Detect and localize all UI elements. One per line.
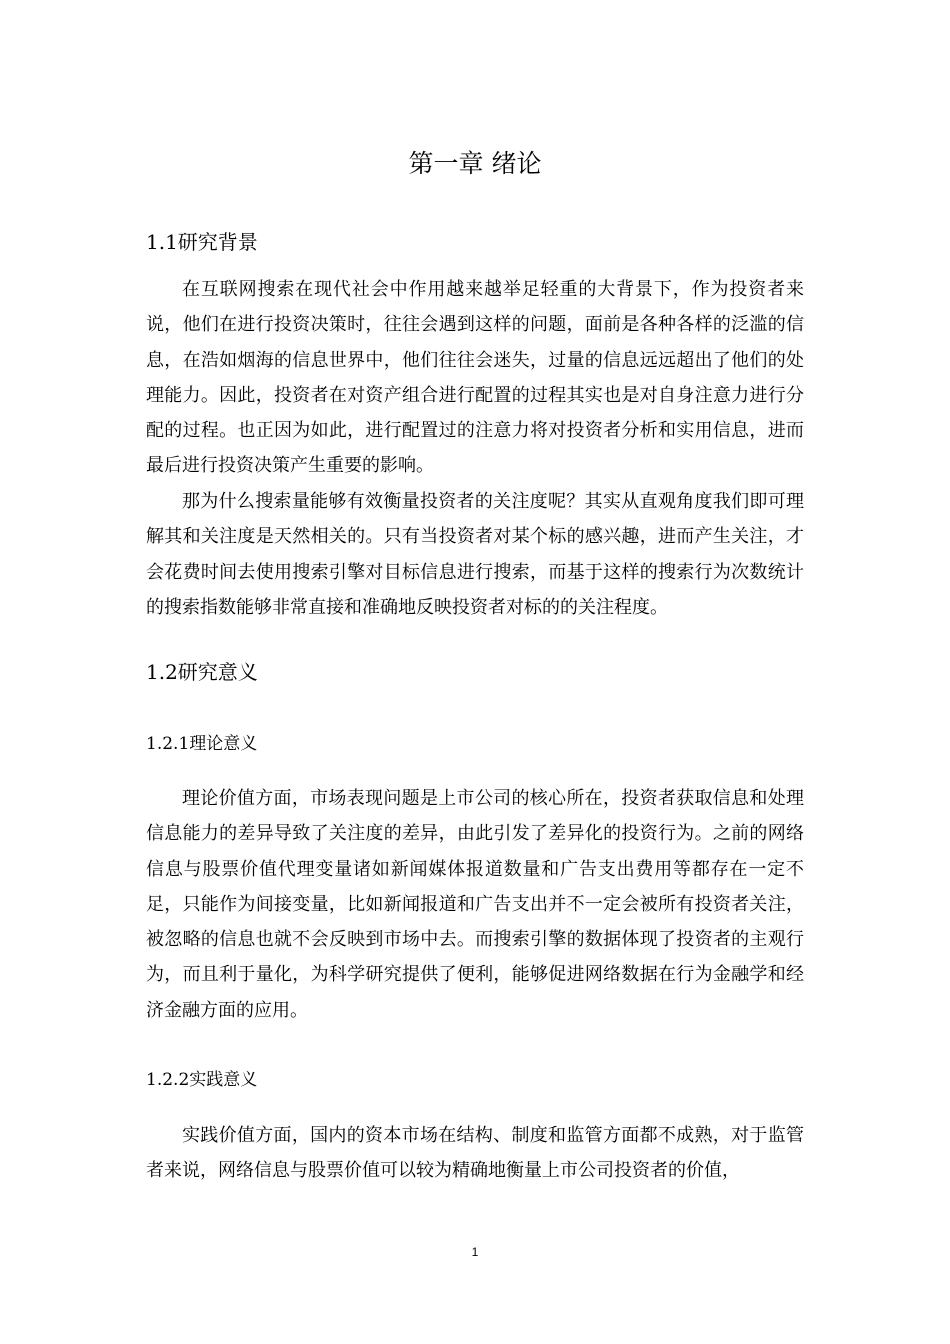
paragraph-background-1: 在互联网搜索在现代社会中作用越来越举足轻重的大背景下，作为投资者来说，他们在进行投资决策时，往往会遇到这样的问题，面前是各种各样的泛滥的信息，在浩如烟海的信息世界中，他们往往会迷失，过量的信息远远超出了他们的处理能力。因此，投资者在对资产组合进行配置的过程其实也是对自身注意力进行分配的过程。也正因为如此，进行配置过的注意力将对投资者分析和实用信息，进而最后进行投资决策产生重要的影响。 — [146, 279, 804, 477]
page-number: 1 — [471, 1245, 479, 1259]
section-heading-1-1: 1.1研究背景 — [146, 230, 258, 254]
subsection-heading-1-2-2: 1.2.2实践意义 — [146, 1070, 258, 1090]
subsection-heading-1-2-1: 1.2.1理论意义 — [146, 734, 258, 754]
chapter-title: 第一章 绪论 — [408, 149, 542, 178]
paragraph-practice: 实践价值方面，国内的资本市场在结构、制度和监管方面都不成熟，对于监管者来说，网络信息与股票价值可以较为精确地衡量上市公司投资者的价值， — [146, 1125, 804, 1182]
section-heading-1-2: 1.2研究意义 — [146, 660, 258, 684]
paragraph-theory: 理论价值方面，市场表现问题是上市公司的核心所在，投资者获取信息和处理信息能力的差异导致了关注度的差异，由此引发了差异化的投资行为。之前的网络信息与股票价值代理变量诸如新闻媒体报道数量和广告支出费用等都存在一定不足，只能作为间接变量，比如新闻报道和广告支出并不一定会被所有投资者关注，被忽略的信息也就不会反映到市场中去。而搜索引擎的数据体现了投资者的主观行为，而且利于量化，为科学研究提供了便利，能够促进网络数据在行为金融学和经济金融方面的应用。 — [146, 788, 804, 1021]
paragraph-background-2: 那为什么搜索量能够有效衡量投资者的关注度呢？其实从直观角度我们即可理解其和关注度是天然相关的。只有当投资者对某个标的感兴趣，进而产生关注，才会花费时间去使用搜索引擎对目标信息进行搜索，而基于这样的搜索行为次数统计的搜索指数能够非常直接和准确地反映投资者对标的的关注程度。 — [146, 491, 804, 618]
